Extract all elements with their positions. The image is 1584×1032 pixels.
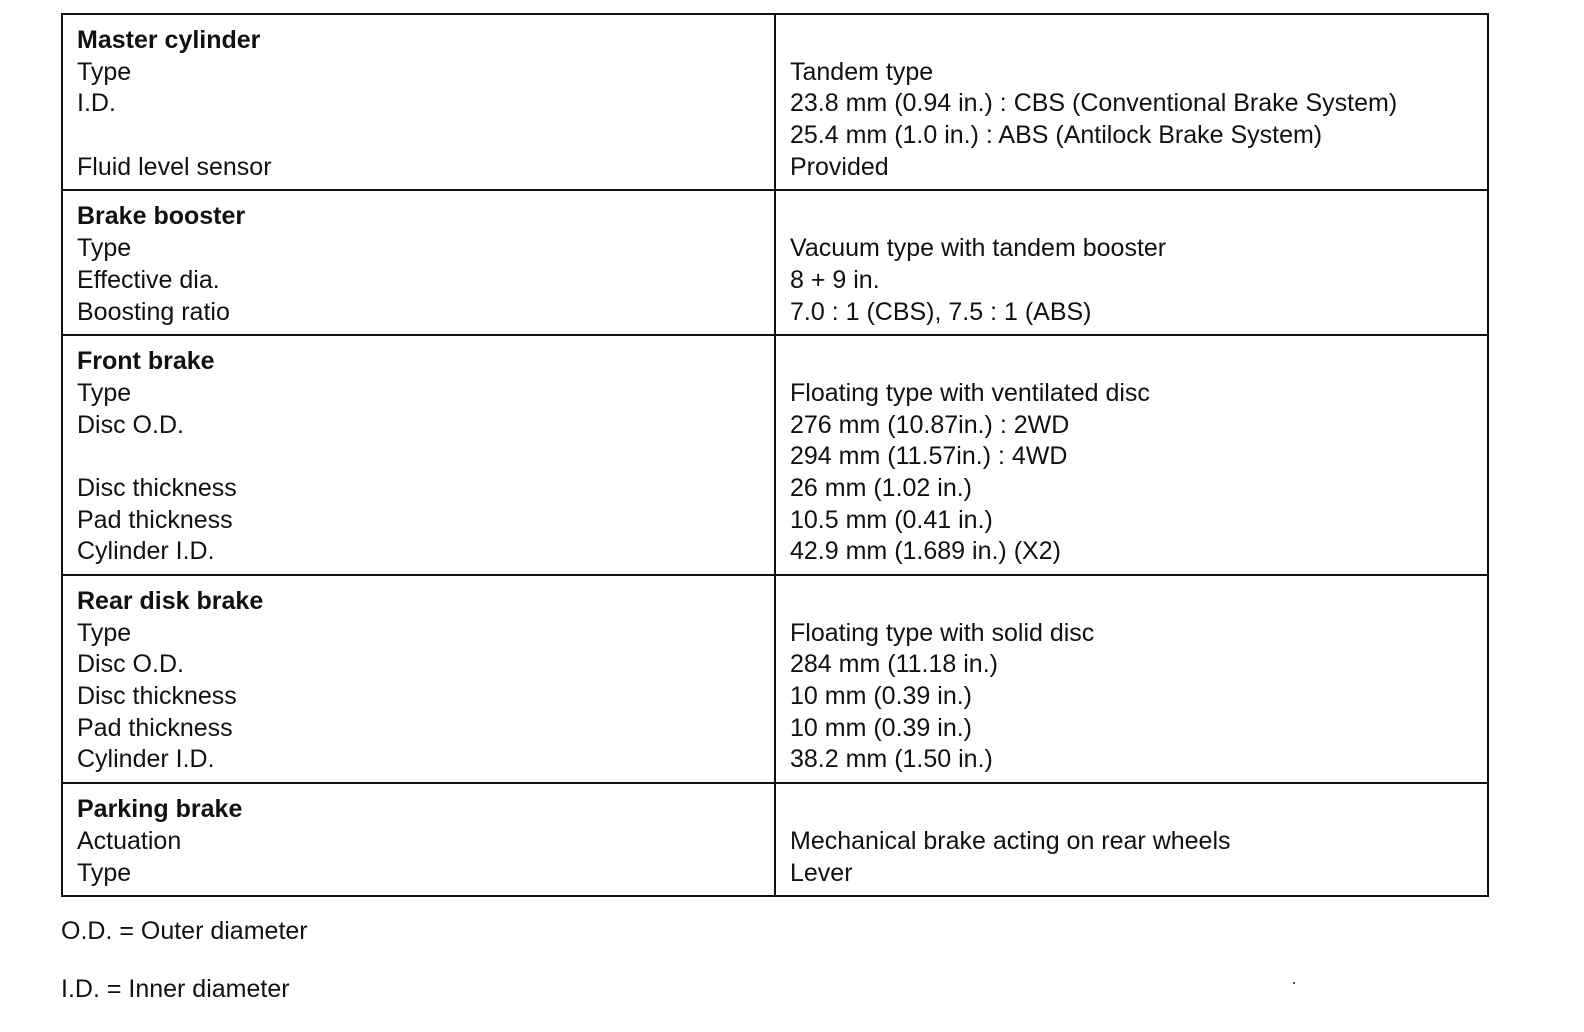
spec-value: 25.4 mm (1.0 in.) : ABS (Antilock Brake System) <box>790 121 1323 150</box>
section-heading: Parking brake <box>77 795 243 824</box>
spec-label: Type <box>77 378 132 407</box>
note-outer-diameter: O.D. = Outer diameter <box>61 917 308 945</box>
spec-label: Disc thickness <box>77 682 237 711</box>
spacer <box>790 794 1473 826</box>
spec-value: Mechanical brake acting on rear wheels <box>790 826 1231 855</box>
spacer <box>790 201 1473 233</box>
section-heading: Rear disk brake <box>77 587 264 615</box>
spec-value: Tandem type <box>790 57 934 86</box>
spec-value: 10.5 mm (0.41 in.) <box>790 505 993 534</box>
spacer <box>77 120 760 152</box>
value-cell <box>775 14 1488 190</box>
section-rear-disk-brake <box>62 575 1488 783</box>
label-cell <box>62 575 775 783</box>
spec-value: 284 mm (11.18 in.) <box>790 650 998 679</box>
abbreviation-notes <box>61 916 308 1032</box>
spec-value: 276 mm (10.87in.) : 2WD <box>790 410 1070 439</box>
spec-value: 7.0 : 1 (CBS), 7.5 : 1 (ABS) <box>790 297 1092 326</box>
spacer <box>77 441 760 473</box>
spec-label: Pad thickness <box>77 505 233 534</box>
spec-label: Fluid level sensor <box>77 152 272 181</box>
spec-value: 10 mm (0.39 in.) <box>790 682 973 711</box>
spec-value: 42.9 mm (1.689 in.) (X2) <box>790 537 1061 566</box>
spec-label: Type <box>77 858 132 887</box>
note-inner-diameter: I.D. = Inner diameter <box>61 975 290 1003</box>
spec-label: Type <box>77 234 132 263</box>
spec-value: 294 mm (11.57in.) : 4WD <box>790 442 1068 471</box>
value-cell <box>775 190 1488 335</box>
section-parking-brake <box>62 783 1488 896</box>
value-cell <box>775 335 1488 575</box>
spacer <box>790 586 1473 618</box>
spec-label: Cylinder I.D. <box>77 537 215 566</box>
value-cell <box>775 575 1488 783</box>
spec-label: Type <box>77 618 132 647</box>
section-brake-booster <box>62 190 1488 335</box>
scan-speck <box>1293 982 1295 984</box>
spec-label: Effective dia. <box>77 265 220 294</box>
section-heading: Brake booster <box>77 202 246 231</box>
spec-value: 23.8 mm (0.94 in.) : CBS (Conventional Brake System) <box>790 89 1398 118</box>
section-front-brake <box>62 335 1488 575</box>
section-heading: Master cylinder <box>77 26 261 54</box>
spec-label: Disc O.D. <box>77 650 184 679</box>
spec-value: Lever <box>790 858 853 887</box>
spec-value: 38.2 mm (1.50 in.) <box>790 745 993 774</box>
spec-label: Pad thickness <box>77 713 233 742</box>
label-cell <box>62 14 775 190</box>
spacer <box>790 346 1473 378</box>
spec-value: Vacuum type with tandem booster <box>790 234 1167 263</box>
spec-label: Disc thickness <box>77 473 237 502</box>
spec-value: 10 mm (0.39 in.) <box>790 713 973 742</box>
spec-value: Floating type with ventilated disc <box>790 378 1150 407</box>
spacer <box>790 25 1473 57</box>
value-cell <box>775 783 1488 896</box>
brake-specifications-table <box>61 13 1489 897</box>
spec-value: Provided <box>790 152 889 181</box>
label-cell <box>62 190 775 335</box>
label-cell <box>62 335 775 575</box>
spec-label: Type <box>77 57 132 86</box>
spec-label: Actuation <box>77 826 182 855</box>
spec-label: Boosting ratio <box>77 297 230 326</box>
section-heading: Front brake <box>77 347 215 376</box>
spec-value: 8 + 9 in. <box>790 265 880 294</box>
spec-value: 26 mm (1.02 in.) <box>790 473 973 502</box>
spec-label: Cylinder I.D. <box>77 745 215 774</box>
label-cell <box>62 783 775 896</box>
spec-value: Floating type with solid disc <box>790 618 1095 647</box>
section-master-cylinder <box>62 14 1488 190</box>
spec-label: Disc O.D. <box>77 410 184 439</box>
spec-label: I.D. <box>77 89 116 118</box>
